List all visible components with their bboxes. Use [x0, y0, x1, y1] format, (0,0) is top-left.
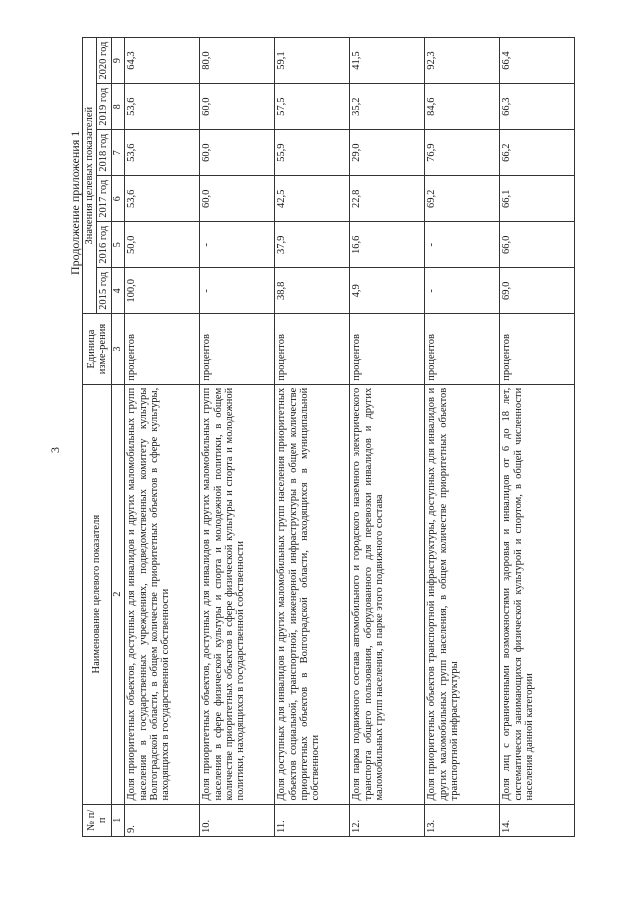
value-cell: 66,4 — [500, 38, 575, 84]
value-cell: 66,2 — [500, 130, 575, 176]
value-cell: 50,0 — [125, 222, 200, 268]
value-cell: 80,0 — [200, 38, 275, 84]
unit-cell: процентов — [275, 314, 350, 384]
value-cell: 41,5 — [350, 38, 425, 84]
indicator-name: Доля приоритетных объектов, доступных для инвалидов и других маломобильных групп населения в государственных учреждениях, подведомственных комитету культуры Волгоградской области, в общем количестве приоритетных объектов в сфере культуры, находящихся в государственной собственности — [125, 384, 200, 804]
row-number: 11. — [275, 804, 350, 836]
value-cell: 59,1 — [275, 38, 350, 84]
value-cell: 60,0 — [200, 176, 275, 222]
table-row — [500, 38, 575, 837]
value-cell: 37,9 — [275, 222, 350, 268]
value-cell: 69,2 — [425, 176, 500, 222]
value-cell: - — [425, 268, 500, 314]
row-number: 9. — [125, 804, 200, 836]
indicator-name: Доля приоритетных объектов транспортной инфраструктуры, доступных для инвалидов и других маломобильных групп населения, в общем количестве приоритетных объектов транспортной инфраструктуры — [425, 384, 500, 804]
indicator-name: Доля приоритетных объектов, доступных для инвалидов и других маломобильных групп населения в сфере физической культуры и спорта и молодежной политики, в общем количестве приоритетных объектов в сфере физической культуры и спорта и молодежной политики, находящихся в государственной собственности — [200, 384, 275, 804]
header-year: 2017 год — [97, 176, 111, 222]
header-name: Наименование целевого показателя — [83, 384, 112, 804]
page-number: 3 — [48, 447, 62, 453]
unit-cell: процентов — [425, 314, 500, 384]
value-cell: - — [425, 222, 500, 268]
indicator-name: Доля доступных для инвалидов и других маломобильных групп населения приоритетных объектов социальной, транспортной, инженерной инфраструктуры в общем количестве приоритетных объектов в Волгоградской области, находящихся в муниципальной собственности — [275, 384, 350, 804]
column-number: 8 — [111, 84, 125, 130]
value-cell: 42,5 — [275, 176, 350, 222]
table-row — [350, 38, 425, 837]
value-cell: 22,8 — [350, 176, 425, 222]
value-cell: - — [200, 222, 275, 268]
value-cell: 35,2 — [350, 84, 425, 130]
value-cell: 53,6 — [125, 130, 200, 176]
header-year: 2018 год — [97, 130, 111, 176]
unit-cell: процентов — [125, 314, 200, 384]
column-number: 1 — [111, 804, 125, 836]
row-number: 13. — [425, 804, 500, 836]
table-row — [125, 38, 200, 837]
header-year: 2016 год — [97, 222, 111, 268]
value-cell: 76,9 — [425, 130, 500, 176]
row-number: 12. — [350, 804, 425, 836]
column-number: 2 — [111, 384, 125, 804]
value-cell: 53,6 — [125, 176, 200, 222]
value-cell: 66,3 — [500, 84, 575, 130]
header-values-group: Значения целевых показателей — [83, 38, 97, 314]
value-cell: 69,0 — [500, 268, 575, 314]
table-row — [425, 38, 500, 837]
value-cell: 92,3 — [425, 38, 500, 84]
value-cell: 100,0 — [125, 268, 200, 314]
value-cell: 60,0 — [200, 84, 275, 130]
header-year: 2019 год — [97, 84, 111, 130]
value-cell: 53,6 — [125, 84, 200, 130]
value-cell: 29,0 — [350, 130, 425, 176]
header-unit: Единица изме-рения — [83, 314, 112, 384]
indicator-name: Доля парка подвижного состава автомобильного и городского наземного электрического транспорта общего пользования, оборудованного для перевозки инвалидов и других маломобильных групп населения, в парке этого подвижного состава — [350, 384, 425, 804]
column-number: 9 — [111, 38, 125, 84]
value-cell: 66,0 — [500, 222, 575, 268]
table-row — [200, 38, 275, 837]
unit-cell: процентов — [350, 314, 425, 384]
indicators-table — [82, 37, 575, 837]
column-number: 4 — [111, 268, 125, 314]
value-cell: 38,8 — [275, 268, 350, 314]
column-number: 6 — [111, 176, 125, 222]
table-row — [275, 38, 350, 837]
value-cell: 57,5 — [275, 84, 350, 130]
column-number: 5 — [111, 222, 125, 268]
row-number: 14. — [500, 804, 575, 836]
column-number: 3 — [111, 314, 125, 384]
value-cell: 64,3 — [125, 38, 200, 84]
continuation-note: Продолжение приложения 1 — [68, 130, 82, 275]
value-cell: 66,1 — [500, 176, 575, 222]
value-cell: - — [200, 268, 275, 314]
header-number: № п/п — [83, 804, 112, 836]
header-year: 2015 год — [97, 268, 111, 314]
value-cell: 16,6 — [350, 222, 425, 268]
value-cell: 4,9 — [350, 268, 425, 314]
column-number: 7 — [111, 130, 125, 176]
header-year: 2020 год — [97, 38, 111, 84]
unit-cell: процентов — [200, 314, 275, 384]
value-cell: 84,6 — [425, 84, 500, 130]
unit-cell: процентов — [500, 314, 575, 384]
row-number: 10. — [200, 804, 275, 836]
value-cell: 55,9 — [275, 130, 350, 176]
indicator-name: Доля лиц с ограниченными возможностями здоровья и инвалидов от 6 до 18 лет, систематически занимающихся физической культурой и спортом, в общей численности населения данной категории — [500, 384, 575, 804]
value-cell: 60,0 — [200, 130, 275, 176]
